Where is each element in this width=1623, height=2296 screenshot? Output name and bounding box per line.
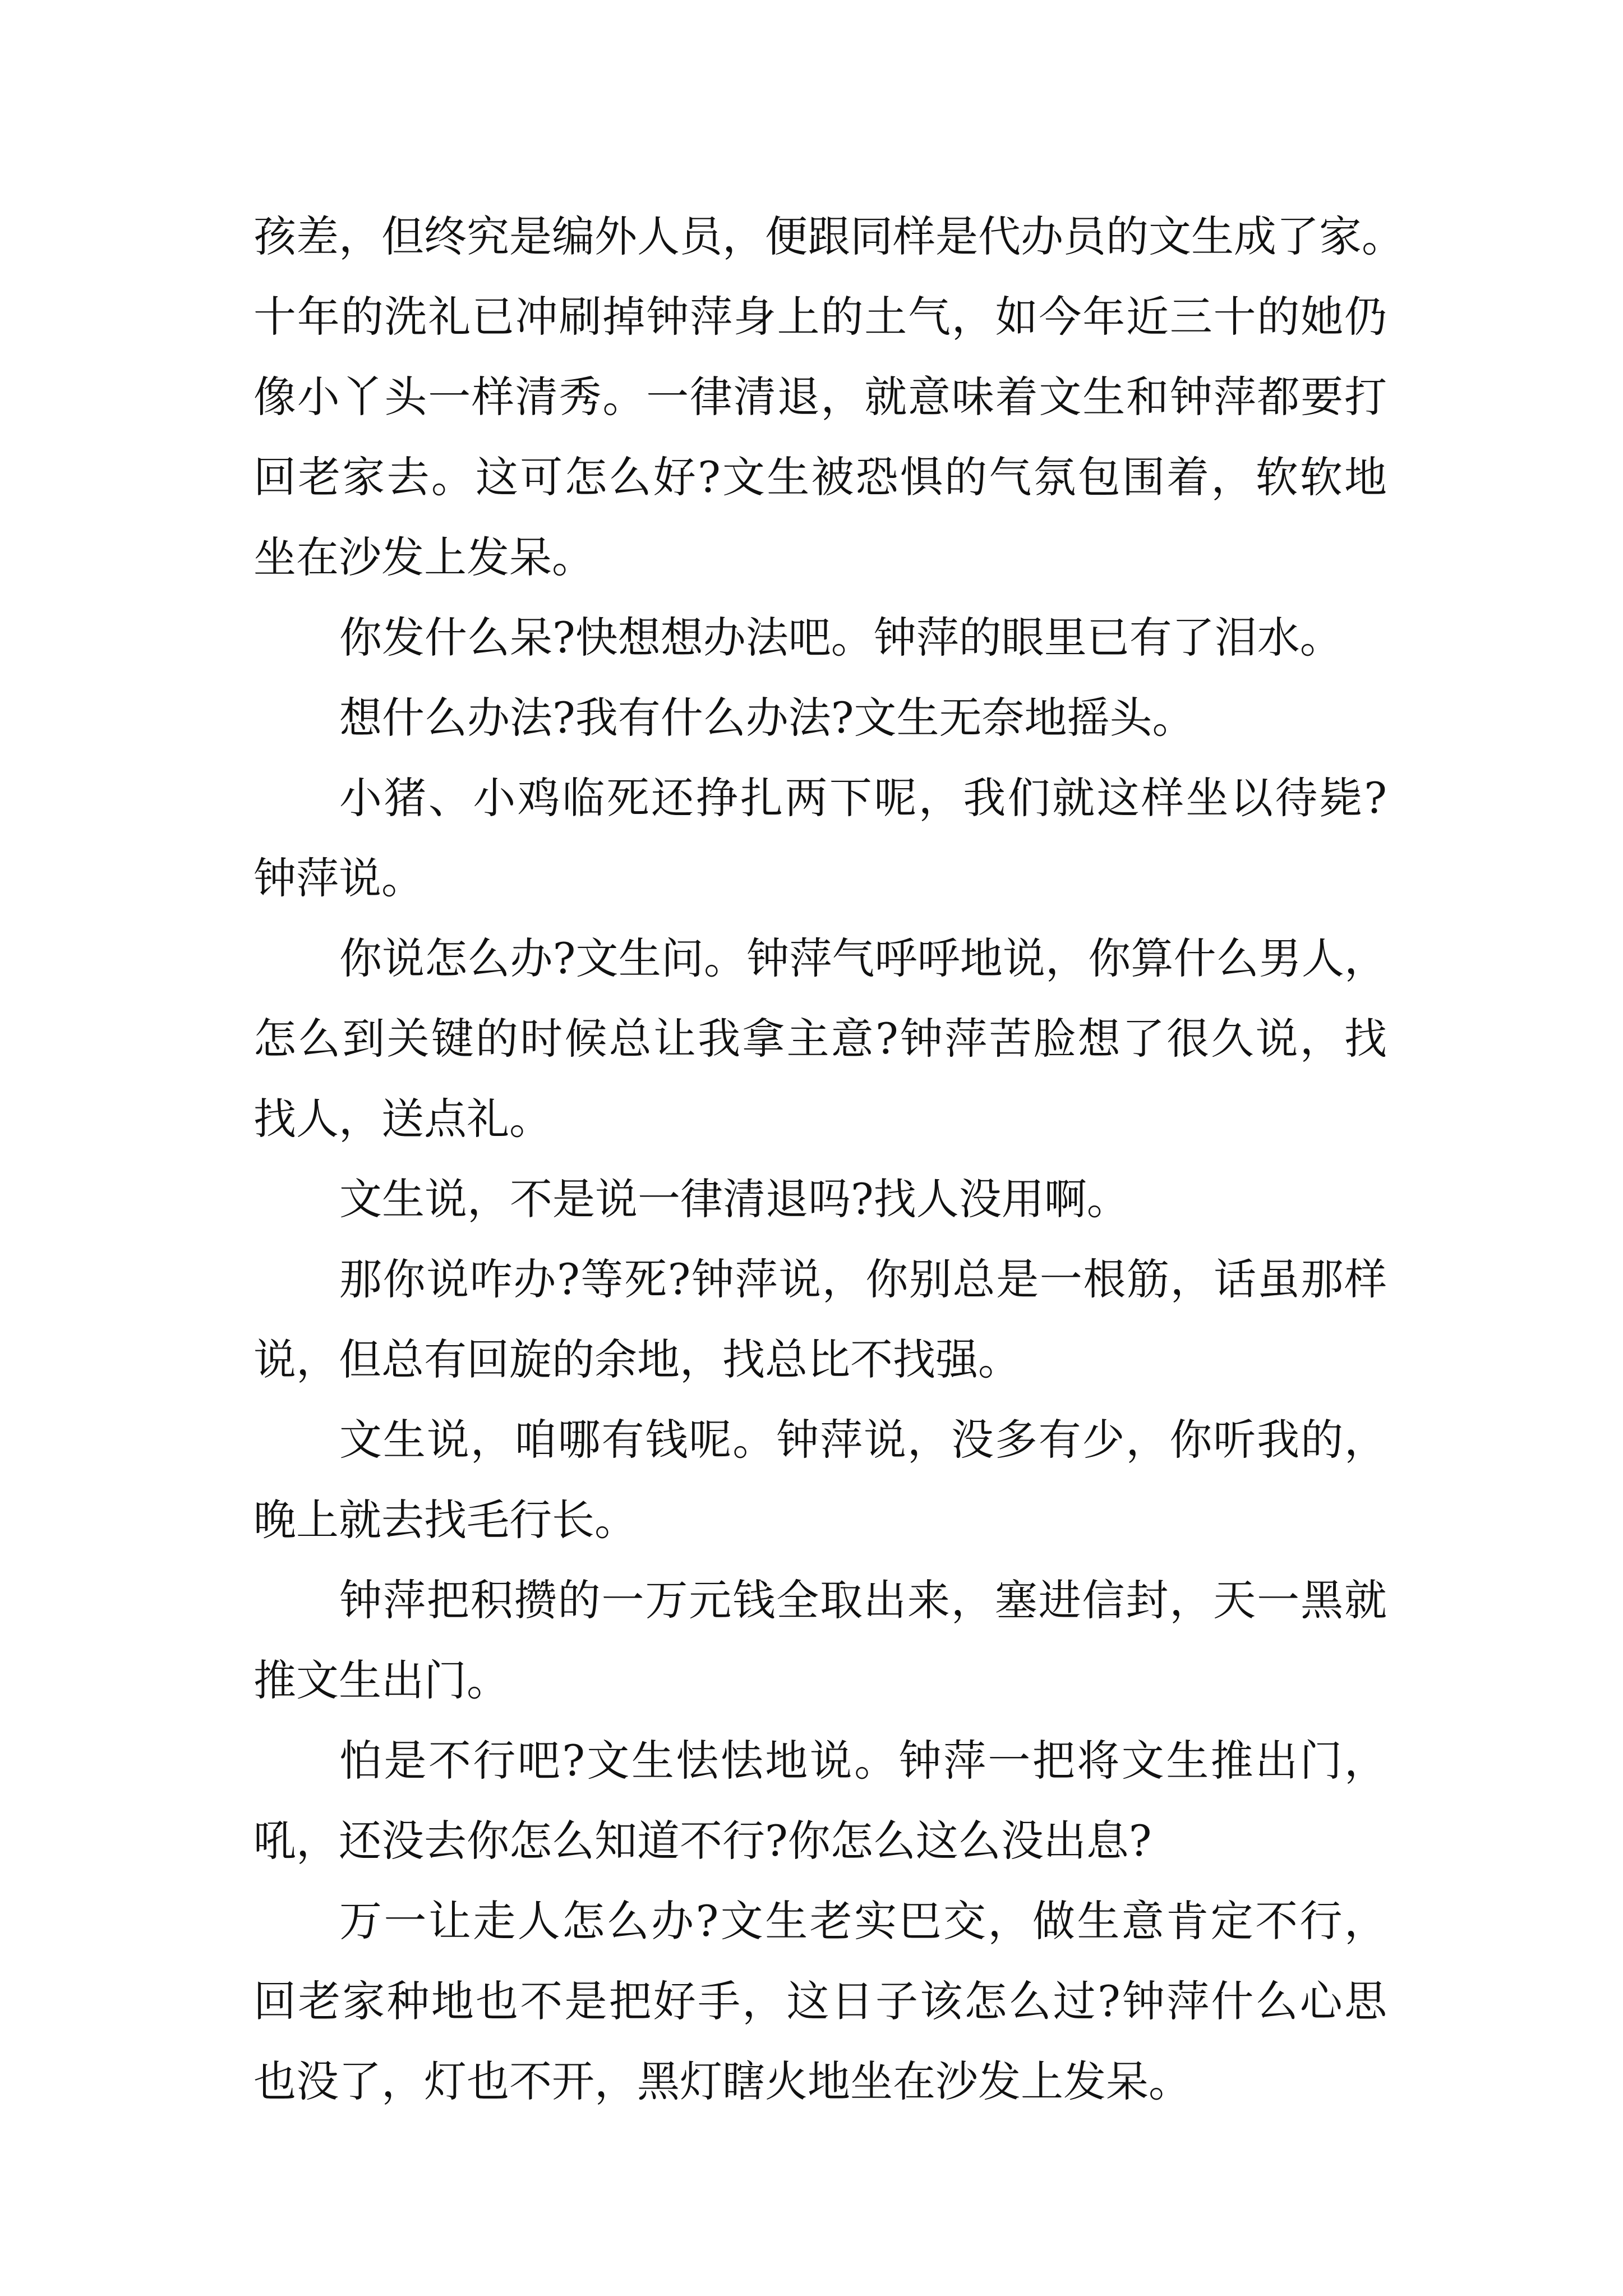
paragraph [253, 1159, 1387, 1239]
paragraph [253, 597, 1387, 678]
text-line: 孩差，但终究是编外人员，便跟同样是代办员的文生成了家。 [253, 211, 1404, 261]
text-line: 那你说咋办?等死?钟萍说，你别总是一根筋，话虽那样 [339, 1254, 1387, 1304]
text-line: 钟萍把积攒的一万元钱全取出来，塞进信封，天一黑就 [339, 1575, 1387, 1625]
paragraph [253, 196, 1404, 597]
text-line: 怎么到关键的时候总让我拿主意?钟萍苦脸想了很久说，找 [253, 1014, 1387, 1064]
paragraph [253, 678, 1387, 758]
text-line: 十年的洗礼已冲刷掉钟萍身上的土气，如今年近三十的她仍 [253, 292, 1387, 342]
paragraph [253, 1400, 1387, 1560]
paragraph [253, 1560, 1387, 1720]
text-line: 钟萍说。 [253, 853, 424, 903]
text-line: 文生说，咱哪有钱呢。钟萍说，没多有少，你听我的， [339, 1415, 1387, 1465]
text-line: 像小丫头一样清秀。一律清退，就意味着文生和钟萍都要打 [253, 372, 1387, 422]
paragraph [253, 918, 1387, 1159]
text-line: 你发什么呆?快想想办法吧。钟萍的眼里已有了泪水。 [339, 613, 1343, 662]
text-line: 坐在沙发上发呆。 [253, 532, 594, 582]
text-line: 文生说，不是说一律清退吗?找人没用啊。 [339, 1174, 1129, 1224]
text-line: 万一让走人怎么办?文生老实巴交，做生意肯定不行， [339, 1896, 1387, 1946]
text-line: 怕是不行吧?文生怯怯地说。钟萍一把将文生推出门， [339, 1736, 1387, 1786]
text-line: 回老家去。这可怎么好?文生被恐惧的气氛包围着，软软地 [253, 452, 1387, 502]
paragraph [253, 1881, 1387, 2122]
text-line: 回老家种地也不是把好手，这日子该怎么过?钟萍什么心思 [253, 1976, 1387, 2026]
text-line: 也没了，灯也不开，黑灯瞎火地坐在沙发上发呆。 [253, 2056, 1191, 2106]
text-line: 吼，还没去你怎么知道不行?你怎么这么没出息? [253, 1816, 1152, 1866]
text-line: 推文生出门。 [253, 1655, 509, 1705]
text-line: 找人，送点礼。 [253, 1094, 552, 1144]
paragraph [253, 1720, 1387, 1881]
text-line: 晚上就去找毛行长。 [253, 1495, 637, 1545]
text-line: 小猪、小鸡临死还挣扎两下呢，我们就这样坐以待毙? [339, 773, 1387, 823]
text-line: 说，但总有回旋的余地，找总比不找强。 [253, 1335, 1021, 1384]
paragraph [253, 758, 1387, 918]
paragraph [253, 1239, 1387, 1400]
text-line: 你说怎么办?文生问。钟萍气呼呼地说，你算什么男人， [339, 933, 1387, 983]
body-text [253, 196, 1404, 2122]
text-line: 想什么办法?我有什么办法?文生无奈地摇头。 [339, 693, 1195, 743]
